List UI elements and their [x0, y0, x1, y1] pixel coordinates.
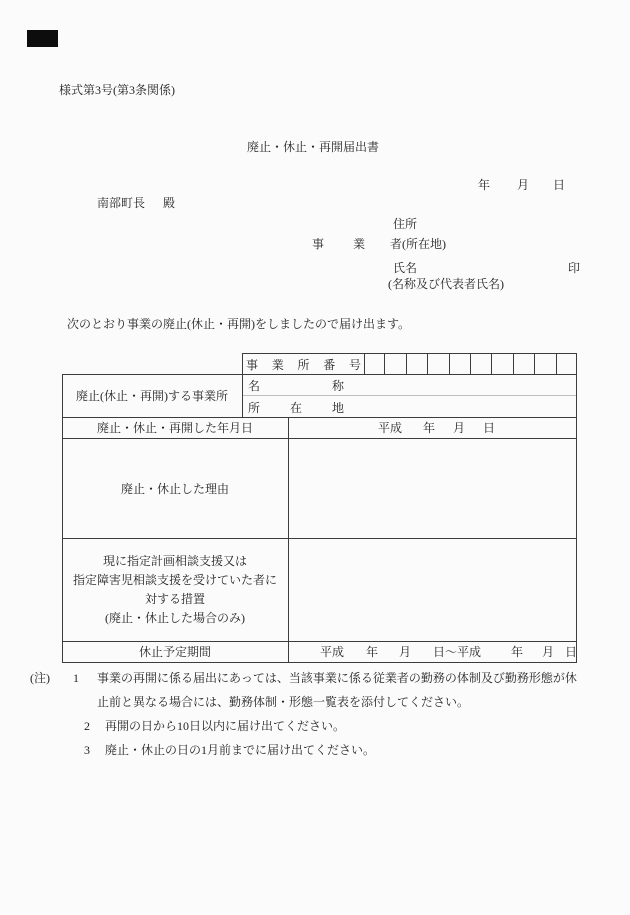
table-line	[288, 417, 289, 663]
suspension-y1: 年	[366, 645, 379, 659]
office-number-cell	[491, 353, 512, 374]
date-year: 年	[423, 421, 436, 435]
office-number-cell	[534, 353, 555, 374]
office-number-cell	[364, 353, 384, 374]
suspension-y2: 年	[511, 645, 524, 659]
office-number-cell	[384, 353, 405, 374]
form-table	[62, 353, 577, 663]
suspension-d1: 日～平成	[433, 645, 482, 659]
date-year-label: 年	[478, 178, 491, 192]
name-row-char: 名	[248, 379, 261, 393]
office-number-grid	[364, 353, 577, 374]
notes-prefix: (注)	[30, 671, 50, 685]
office-number-char: 業	[271, 358, 284, 372]
intro-sentence: 次のとおり事業の廃止(休止・再開)をしましたので届け出ます。	[67, 317, 411, 331]
operator-char3: 者(所在地)	[390, 237, 446, 251]
address-row-char: 地	[331, 401, 344, 415]
office-group-label: 廃止(休止・再開)する事業所	[76, 389, 228, 403]
date-era: 平成	[378, 421, 403, 435]
form-code: 様式第3号(第3条関係)	[59, 83, 175, 97]
office-number-cell	[449, 353, 470, 374]
address-row-char: 所	[248, 401, 261, 415]
name-row-char: 称	[331, 379, 344, 393]
seal-label: 印	[568, 261, 581, 275]
note-1-line1: 事業の再開に係る届出にあっては、当該事業に係る従業者の勤務の体制及び勤務形態が休	[97, 671, 577, 685]
office-number-cell	[427, 353, 448, 374]
address-row-label	[248, 399, 344, 416]
table-line	[62, 662, 577, 663]
office-number-cell	[556, 353, 577, 374]
reason-label: 廃止・休止した理由	[120, 481, 229, 496]
suspension-m2: 月	[542, 645, 555, 659]
date-month: 月	[453, 421, 466, 435]
note-2-number: 2	[84, 719, 90, 733]
date-month-label: 月	[517, 178, 530, 192]
name-row-label	[248, 377, 344, 394]
measures-line: 対する措置	[144, 591, 205, 606]
office-number-cell	[513, 353, 534, 374]
office-number-char: 事	[246, 358, 259, 372]
address-row-char: 在	[289, 401, 302, 415]
measures-line: 現に指定計画相談支援又は	[102, 553, 247, 568]
date-row-label: 廃止・休止・再開した年月日	[96, 421, 253, 435]
operator-char1: 事	[312, 237, 325, 251]
addressee-name: 南部町長	[97, 196, 146, 210]
scan-artifact-mark	[27, 30, 58, 47]
office-number-cell	[406, 353, 427, 374]
name-note: (名称及び代表者氏名)	[388, 277, 504, 291]
operator-char2: 業	[353, 237, 366, 251]
suspension-d2: 日	[565, 645, 578, 659]
measures-line: 指定障害児相談支援を受けていた者に	[72, 572, 277, 587]
table-line	[576, 353, 577, 663]
suspension-m1: 月	[399, 645, 412, 659]
measures-label	[62, 538, 288, 641]
office-number-char: 番	[323, 358, 336, 372]
measures-line: (廃止・休止した場合のみ)	[105, 610, 245, 625]
date-day-label: 日	[553, 178, 566, 192]
suspension-era1: 平成	[320, 645, 345, 659]
note-3-text: 廃止・休止の日の1月前までに届け出てください。	[105, 743, 376, 757]
office-number-char: 号	[348, 358, 361, 372]
address-label: 住所	[393, 217, 418, 231]
note-3-number: 3	[84, 743, 90, 757]
page-title: 廃止・休止・再開届出書	[247, 140, 380, 154]
office-number-cell	[470, 353, 491, 374]
note-1-number: 1	[73, 671, 79, 685]
note-1-line2: 止前と異なる場合には、勤務体制・形態一覧表を添付してください。	[97, 695, 470, 709]
addressee-honorific: 殿	[163, 196, 176, 210]
name-label: 氏名	[393, 261, 418, 275]
suspension-label: 休止予定期間	[138, 645, 211, 659]
note-2-text: 再開の日から10日以内に届け出てください。	[105, 719, 346, 733]
office-number-label	[246, 356, 361, 373]
table-line	[242, 353, 243, 417]
office-number-char: 所	[297, 358, 310, 372]
date-day: 日	[483, 421, 496, 435]
table-line-light	[242, 395, 577, 396]
